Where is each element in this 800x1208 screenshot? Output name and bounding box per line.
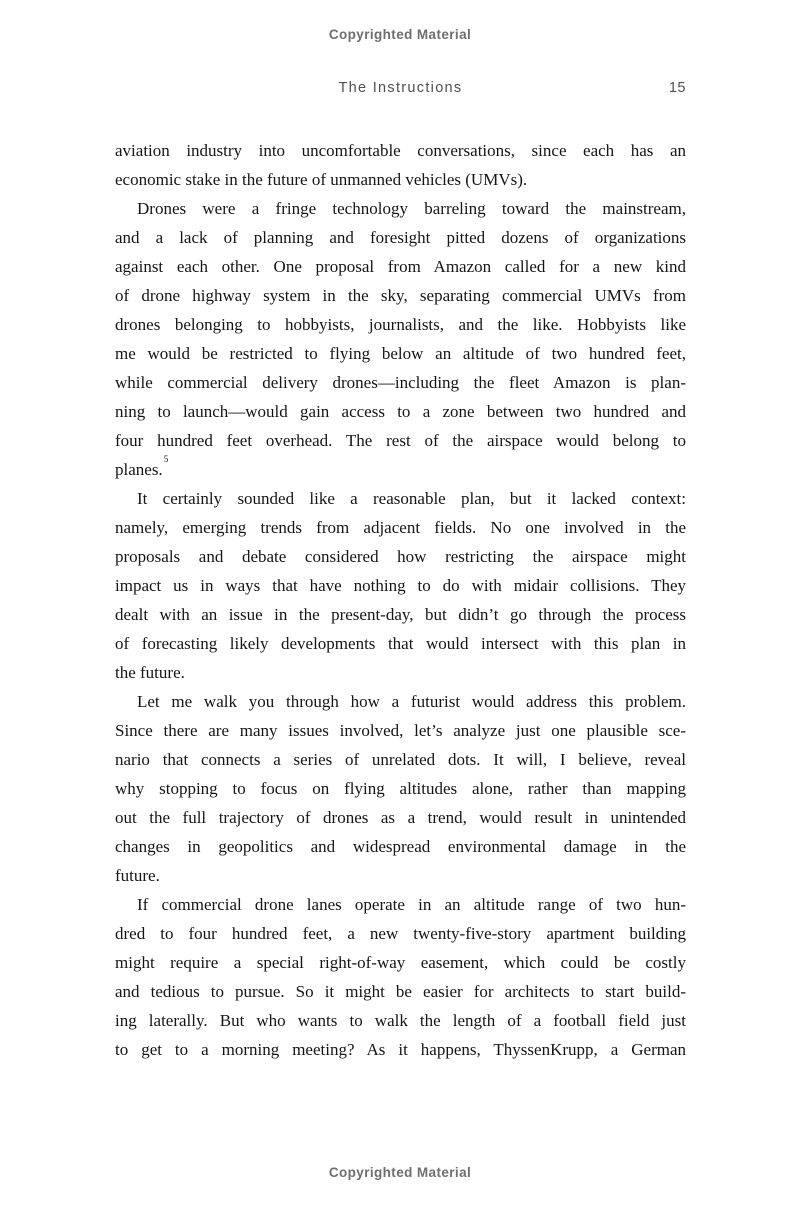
text-line: why stopping to focus on flying altitudes alone, rather than mapping [115,779,686,798]
text-line: four hundred feet overhead. The rest of the airspace would belong to [115,431,686,450]
text-line: dred to four hundred feet, a new twenty-five-story apartment building [115,924,686,943]
text-line: of forecasting likely developments that would intersect with this plan in [115,634,686,653]
text-line: Let me walk you through how a futurist would address this problem. [137,692,686,711]
text-line: while commercial delivery drones—including the fleet Amazon is plan- [115,373,686,392]
text-line: ing laterally. But who wants to walk the length of a football field just [115,1011,686,1030]
text-line: planes.$^5$ [115,455,169,479]
text-line: Since there are many issues involved, let’s analyze just one plausible sce- [115,721,686,740]
text-line: proposals and debate considered how restricting the airspace might [115,547,686,566]
text-line: namely, emerging trends from adjacent fields. No one involved in the [115,518,686,537]
text-line: of drone highway system in the sky, separating commercial UMVs from [115,286,686,305]
text-line: me would be restricted to flying below an altitude of two hundred feet, [115,344,686,363]
chapter-title: The Instructions [338,80,463,96]
paragraph [115,136,686,194]
text-line: dealt with an issue in the present-day, but didn’t go through the process [115,605,686,624]
text-line: to get to a morning meeting? As it happens, ThyssenKrupp, a German [115,1040,686,1059]
text-line: If commercial drone lanes operate in an altitude range of two hun- [137,895,686,914]
text-line: and tedious to pursue. So it might be easier for architects to start build- [115,982,686,1001]
text-line: might require a special right-of-way easement, which could be costly [115,953,686,972]
text-line: the future. [115,663,185,682]
footnote-marker: 5 [163,455,169,465]
paragraph [115,890,686,1064]
text-line: impact us in ways that have nothing to do with midair collisions. They [115,576,686,595]
text-line: aviation industry into uncomfortable conversations, since each has an [115,141,686,160]
text-line: and a lack of planning and foresight pitted dozens of organizations [115,228,686,247]
text-line: It certainly sounded like a reasonable plan, but it lacked context: [137,489,686,508]
text-line: drones belonging to hobbyists, journalists, and the like. Hobbyists like [115,315,686,334]
text-line: out the full trajectory of drones as a trend, would result in unintended [115,808,686,827]
copyright-watermark-top: Copyrighted Material [328,27,472,42]
paragraph [115,687,686,890]
paragraph [115,484,686,687]
paragraph [115,194,686,484]
text-line: against each other. One proposal from Amazon called for a new kind [115,257,686,276]
text-line: future. [115,866,160,885]
text-line: economic stake in the future of unmanned vehicles (UMVs). [115,170,528,189]
running-header [115,80,686,96]
text-line: nario that connects a series of unrelated dots. It will, I believe, reveal [115,750,686,769]
body-text [115,136,686,1064]
text-line: ning to launch—would gain access to a zone between two hundred and [115,402,686,421]
page-number: 15 [668,80,686,96]
text-line: changes in geopolitics and widespread environmental damage in the [115,837,686,856]
text-line: Drones were a fringe technology barreling toward the mainstream, [137,199,686,218]
copyright-watermark-bottom: Copyrighted Material [328,1165,472,1180]
